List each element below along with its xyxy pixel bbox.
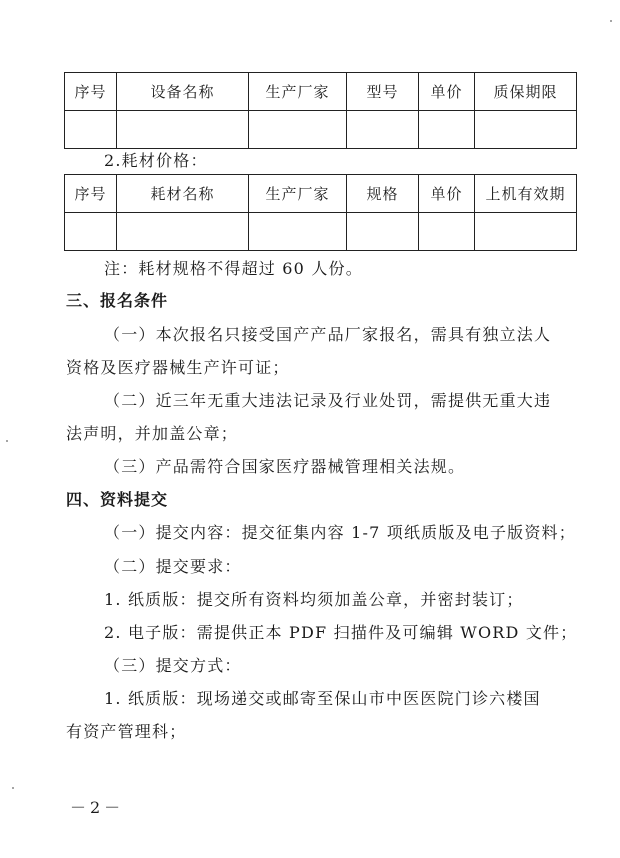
paragraph-line: 1. 纸质版：提交所有资料均须加盖公章，并密封装订； bbox=[104, 590, 524, 609]
scan-speck bbox=[610, 20, 612, 22]
table-header-cell: 规格 bbox=[347, 175, 419, 213]
paragraph-line: （一）本次报名只接受国产产品厂家报名，需具有独立法人 bbox=[104, 325, 552, 344]
note-text: 注：耗材规格不得超过 60 人份。 bbox=[104, 259, 363, 278]
paragraph-line: （三）提交方式： bbox=[104, 656, 242, 675]
table-header-row bbox=[65, 175, 577, 213]
table-row bbox=[65, 111, 577, 149]
paragraph-line: 1. 纸质版：现场递交或邮寄至保山市中医医院门诊六楼国 bbox=[104, 689, 541, 708]
page-number: －2－ bbox=[70, 798, 125, 817]
table-header-cell: 上机有效期 bbox=[475, 175, 577, 213]
table-header-cell: 设备名称 bbox=[117, 73, 249, 111]
table-header-cell: 生产厂家 bbox=[249, 175, 347, 213]
table-cell bbox=[249, 111, 347, 149]
table-header-row bbox=[65, 73, 577, 111]
section3-heading: 三、报名条件 bbox=[66, 291, 169, 310]
table-header-cell: 生产厂家 bbox=[249, 73, 347, 111]
paragraph-line: （一）提交内容：提交征集内容 1-7 项纸质版及电子版资料； bbox=[104, 523, 576, 542]
paragraph-line: 法声明，并加盖公章； bbox=[66, 424, 239, 443]
table-cell bbox=[117, 213, 249, 251]
table-cell bbox=[347, 111, 419, 149]
table-cell bbox=[419, 213, 475, 251]
paragraph-line: （三）产品需符合国家医疗器械管理相关法规。 bbox=[104, 457, 466, 476]
table-cell bbox=[65, 111, 117, 149]
table-cell bbox=[117, 111, 249, 149]
table2-caption: 2.耗材价格： bbox=[104, 151, 208, 170]
table-cell bbox=[419, 111, 475, 149]
table-header-cell: 耗材名称 bbox=[117, 175, 249, 213]
table-header-cell: 质保期限 bbox=[475, 73, 577, 111]
table-header-cell: 单价 bbox=[419, 73, 475, 111]
table-cell bbox=[475, 111, 577, 149]
table-cell bbox=[347, 213, 419, 251]
consumables-price-table bbox=[64, 174, 577, 251]
section4-heading: 四、资料提交 bbox=[66, 490, 169, 509]
table-cell bbox=[249, 213, 347, 251]
paragraph-line: （二）近三年无重大违法记录及行业处罚，需提供无重大违 bbox=[104, 391, 552, 410]
paragraph-line: 2. 电子版：需提供正本 PDF 扫描件及可编辑 WORD 文件； bbox=[104, 623, 578, 642]
table-header-cell: 序号 bbox=[65, 175, 117, 213]
paragraph-line: 有资产管理科； bbox=[66, 722, 187, 741]
equipment-price-table bbox=[64, 72, 577, 149]
table-row bbox=[65, 213, 577, 251]
scan-speck bbox=[12, 787, 14, 789]
paragraph-line: 资格及医疗器械生产许可证； bbox=[66, 358, 290, 377]
table-cell bbox=[475, 213, 577, 251]
scan-speck bbox=[6, 440, 8, 442]
table-header-cell: 单价 bbox=[419, 175, 475, 213]
table-header-cell: 型号 bbox=[347, 73, 419, 111]
table-header-cell: 序号 bbox=[65, 73, 117, 111]
table-cell bbox=[65, 213, 117, 251]
paragraph-line: （二）提交要求： bbox=[104, 557, 242, 576]
